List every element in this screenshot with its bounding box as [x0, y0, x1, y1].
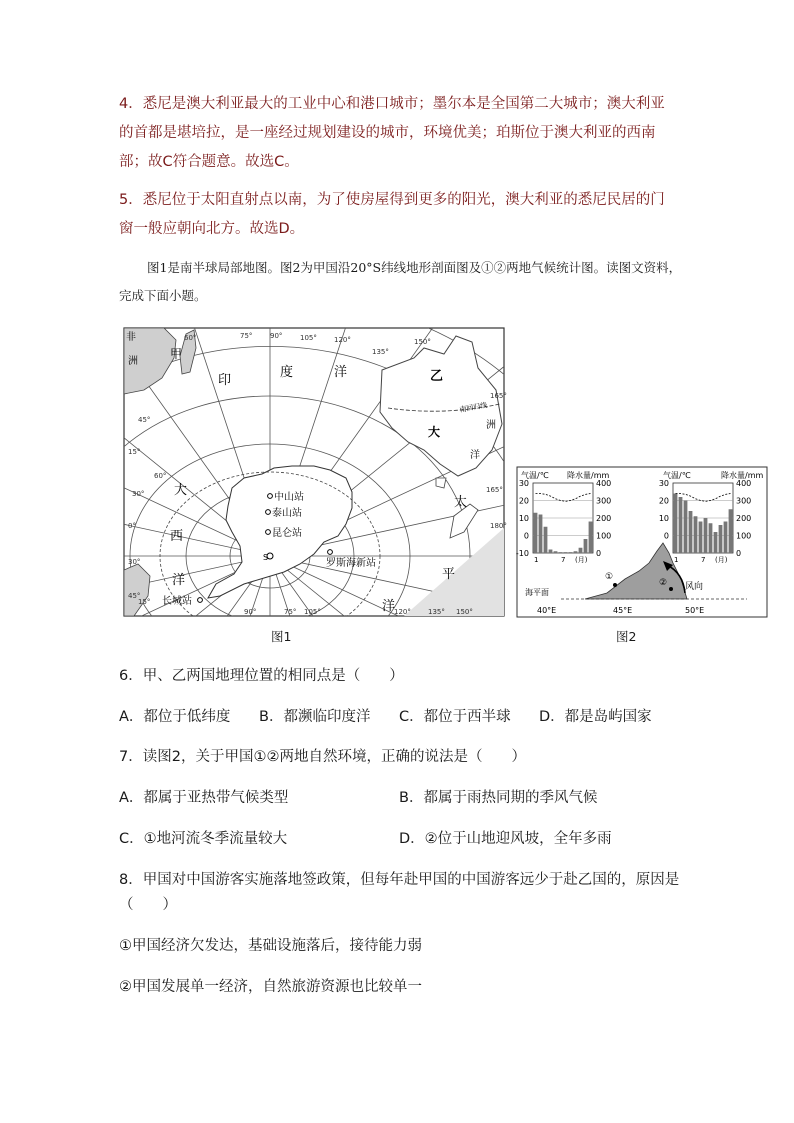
label-pac-2: 平 [442, 567, 456, 582]
rossi-station-dot [328, 550, 333, 555]
precip-bar [579, 548, 583, 553]
temp-tick: 20 [658, 496, 669, 506]
precip-tick: 100 [596, 531, 612, 541]
label-indian-1: 印 [218, 373, 232, 388]
figure-2-profile [517, 467, 767, 617]
question-8-line-2: （ ） [119, 897, 177, 913]
precip-tick: 0 [596, 549, 602, 558]
question-7: 7．读图2，关于甲国①②两地自然环境，正确的说法是（ ） [119, 749, 526, 765]
precip-bar [544, 527, 548, 553]
q6-option-b[interactable]: B．都濒临印度洋 [259, 709, 371, 725]
q7-option-c[interactable]: C．①地河流冬季流量较大 [119, 831, 288, 847]
longitude-label: 165° [490, 392, 507, 400]
longitude-label: 105° [304, 608, 321, 616]
precip-tick: 400 [736, 479, 752, 488]
precip-bar [714, 532, 718, 553]
precip-bar [574, 551, 578, 553]
label-jia: 甲 [170, 347, 183, 361]
q6-option-a[interactable]: A．都位于低纬度 [119, 709, 231, 725]
precip-tick: 300 [596, 496, 612, 506]
temp-tick: 10 [518, 514, 529, 523]
label-da: 大 [428, 425, 441, 439]
precip-tick: 400 [596, 479, 612, 488]
q7-option-b[interactable]: B．都属于雨热同期的季风气候 [399, 790, 598, 806]
precip-bar [534, 513, 538, 553]
taishan-station-dot [266, 510, 271, 515]
q8-statement-1: ①甲国经济欠发达，基础设施落后，接待能力弱 [119, 938, 422, 954]
x-tick-50: 50°E [685, 606, 705, 615]
longitude-label: 60° [184, 334, 197, 342]
label-atl-2: 西 [170, 529, 184, 544]
longitude-label: 135° [428, 608, 445, 616]
figure-1-caption: 图1 [271, 629, 292, 644]
precip-bar [709, 523, 713, 553]
label-taishan: 泰山站 [272, 508, 302, 519]
temp-tick: 10 [658, 514, 669, 523]
precip-bar [674, 494, 678, 554]
right-precip-title: 降水量/mm [721, 471, 764, 480]
label-kunlun: 昆仑站 [272, 528, 302, 539]
label-pac-1: 太 [454, 495, 468, 510]
month-tick: 1 [674, 556, 679, 564]
precip-bar [724, 522, 728, 554]
label-africa-1: 非 [126, 332, 136, 343]
precip-tick: 300 [736, 496, 752, 506]
label-yi: 乙 [430, 369, 444, 384]
longitude-label: 45° [128, 592, 141, 600]
zhongshan-station-dot [268, 494, 273, 499]
precip-bar [679, 497, 683, 553]
answer-5: 5．悉尼位于太阳直射点以南，为了使房屋得到更多的阳光，澳大利亚的悉尼民居的门窗一般应朝向北方。故选D。 [119, 192, 665, 237]
point-1-label: ① [605, 572, 614, 582]
precip-bar [684, 501, 688, 554]
precip-bar [554, 551, 558, 553]
temp-tick: 30 [658, 479, 669, 488]
longitude-label: 150° [414, 338, 431, 346]
wind-label: 风向 [685, 582, 704, 592]
intro-text: 图1是南半球局部地图。图2为甲国沿20°S纬线地形剖面图及①②两地气候统计图。读图文资料，完成下面小题。 [119, 260, 682, 303]
label-rossi: 罗斯海新站 [326, 558, 376, 569]
precip-bar [584, 539, 588, 553]
month-tick: 7 [701, 556, 706, 564]
precip-bar [539, 515, 543, 554]
x-tick-45: 45°E [613, 606, 633, 615]
longitude-label: 105° [300, 334, 317, 342]
question-intro [119, 254, 689, 310]
sea-level-label: 海平面 [525, 588, 549, 597]
longitude-label: 15° [128, 448, 141, 456]
left-temp-title: 气温/℃ [521, 471, 549, 480]
label-atl-1: 大 [174, 483, 188, 498]
q6-option-d[interactable]: D．都是岛屿国家 [539, 709, 652, 725]
longitude-label: 165° [486, 486, 503, 494]
temp-tick: 30 [518, 479, 529, 488]
longitude-label: 60° [154, 472, 167, 480]
longitude-label: 120° [394, 608, 411, 616]
longitude-label: 180° [490, 522, 507, 530]
longitude-label: 0° [128, 522, 136, 530]
precip-bar [559, 552, 563, 553]
label-yang: 洋 [470, 450, 480, 461]
longitude-label: 75° [284, 608, 297, 616]
precip-bar [729, 509, 733, 553]
temp-tick: 0 [523, 531, 529, 541]
question-8-line-1: 8．甲国对中国游客实施落地签政策，但每年赴甲国的中国游客远少于赴乙国的，原因是 [119, 872, 680, 888]
left-precip-title: 降水量/mm [567, 471, 610, 480]
label-pac-3: 洋 [382, 599, 396, 614]
longitude-label: 45° [138, 416, 151, 424]
tasmania-island [436, 478, 446, 488]
longitude-label: 150° [456, 608, 473, 616]
precip-bar [589, 522, 593, 554]
label-pole: S [263, 553, 269, 562]
precip-bar [699, 522, 703, 554]
point-2-label: ② [659, 578, 668, 588]
answer-4: 4．悉尼是澳大利亚最大的工业中心和港口城市；墨尔本是全国第二大城市；澳大利亚的首都是堪培拉，是一座经过规划建设的城市，环境优美；珀斯位于澳大利亚的西南部；故C符合题意。故选C。 [119, 96, 665, 170]
precip-bar [549, 550, 553, 554]
label-zhongshan: 中山站 [274, 492, 304, 503]
month-tick: (月) [715, 556, 728, 564]
q6-option-c[interactable]: C．都位于西半球 [399, 709, 511, 725]
longitude-label: 90° [244, 608, 257, 616]
point-1-dot [613, 583, 617, 587]
longitude-label: 120° [334, 336, 351, 344]
month-tick: (月) [575, 556, 588, 564]
label-indian-2: 度 [280, 365, 294, 380]
q7-option-a[interactable]: A．都属于亚热带气候类型 [119, 790, 289, 806]
temp-tick: 0 [663, 531, 669, 541]
month-tick: 7 [561, 556, 566, 564]
label-africa-2: 洲 [128, 356, 138, 367]
longitude-label: 75° [240, 332, 253, 340]
precip-tick: 100 [736, 531, 752, 541]
precip-tick: 200 [596, 514, 612, 523]
precip-bar [704, 518, 708, 553]
figure-2-caption: 图2 [616, 629, 637, 644]
q7-option-d[interactable]: D．②位于山地迎风坡，全年多雨 [399, 831, 612, 847]
figure-1-map [124, 328, 507, 616]
precip-tick: 0 [736, 549, 742, 558]
precip-bar [719, 525, 723, 553]
precip-bar [569, 552, 573, 553]
kunlun-station-dot [266, 530, 271, 535]
longitude-label: 90° [270, 332, 283, 340]
temp-tick: 20 [518, 496, 529, 506]
longitude-label: 15° [138, 598, 151, 606]
q8-statement-2: ②甲国发展单一经济，自然旅游资源也比较单一 [119, 979, 422, 995]
label-tropic: 南回归线 [458, 401, 488, 414]
label-atl-3: 洋 [172, 573, 186, 588]
changcheng-station-dot [198, 598, 203, 603]
right-temp-title: 气温/℃ [663, 471, 691, 480]
precip-bar [689, 511, 693, 553]
label-zhou: 洲 [486, 420, 496, 431]
precip-bar [564, 552, 568, 553]
precip-tick: 200 [736, 514, 752, 523]
month-tick: 1 [534, 556, 539, 564]
x-tick-40: 40°E [537, 606, 557, 615]
label-indian-3: 洋 [334, 365, 348, 380]
longitude-label: 30° [132, 490, 145, 498]
temp-tick: -10 [515, 549, 529, 558]
longitude-label: 30° [128, 558, 141, 566]
question-6: 6．甲、乙两国地理位置的相同点是（ ） [119, 668, 404, 684]
point-2-dot [669, 587, 673, 591]
label-changcheng: 长城站 [162, 596, 192, 607]
precip-bar [694, 516, 698, 553]
longitude-label: 135° [372, 348, 389, 356]
